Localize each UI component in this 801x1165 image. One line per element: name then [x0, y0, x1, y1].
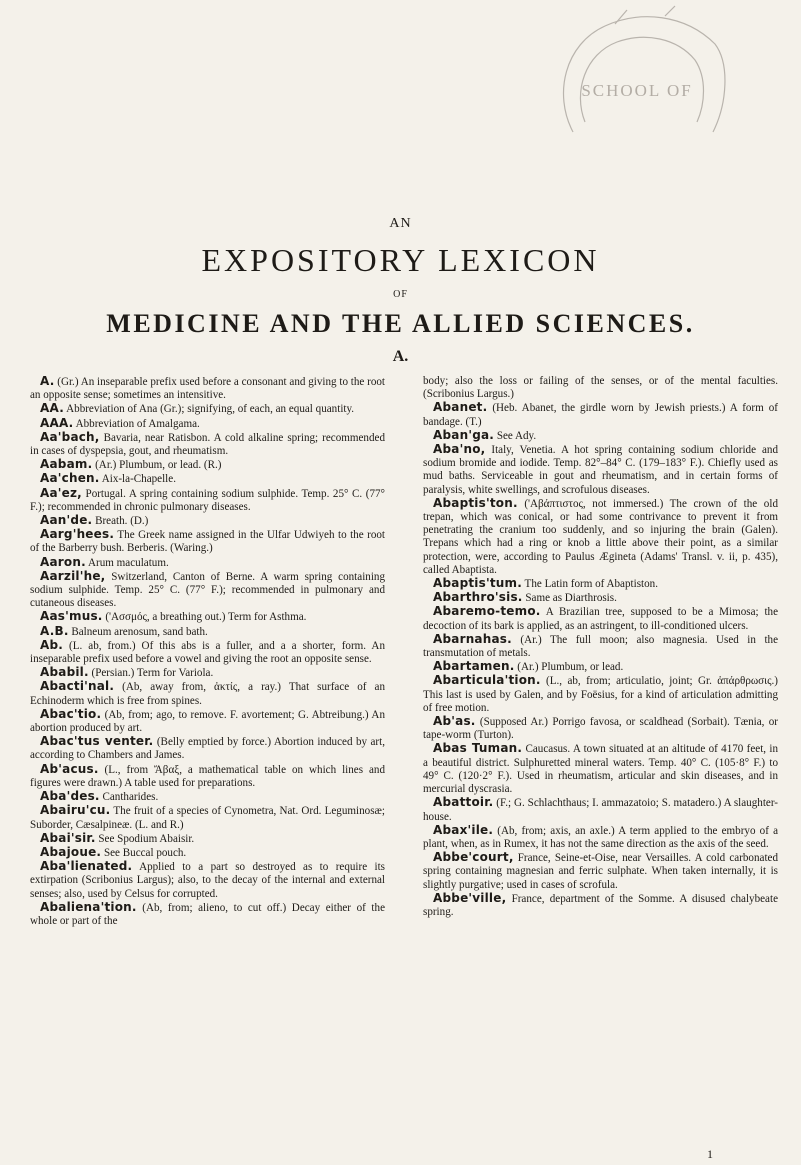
entry-definition: (Ar.) The full moon; also magnesia. Used in the transmutation of metals.: [423, 633, 778, 660]
entry-headword: Abajoue.: [40, 844, 102, 859]
title-block: [0, 216, 801, 339]
page-title: EXPOSITORY LEXICON: [201, 242, 600, 278]
entry-definition: (Belly emptied by force.) Abortion induced by art, according to Chambers and James.: [30, 736, 385, 762]
entry-headword: Abaptis'tum.: [433, 576, 522, 591]
entry-definition: Aix-la-Chapelle.: [99, 473, 176, 486]
title-prefix: AN: [389, 216, 412, 231]
lexicon-entry: [423, 851, 778, 892]
entry-definition: The Latin form of Abaptiston.: [521, 578, 658, 591]
lexicon-body: [30, 375, 782, 1150]
lexicon-entry: [30, 610, 385, 624]
lexicon-entry: [30, 639, 385, 666]
lexicon-entry: [30, 790, 385, 804]
entry-definition: Cantharides.: [99, 791, 159, 804]
entry-headword: Ab'acus.: [40, 761, 99, 776]
entry-definition: (Ar.) Plumbum, or lead.: [514, 661, 624, 674]
entry-headword: Abartamen.: [433, 659, 515, 674]
page-subtitle: MEDICINE AND THE ALLIED SCIENCES.: [106, 309, 695, 338]
entry-definition: Switzerland, Canton of Berne. A warm spring containing sodium sulphide. Temp. 25° C. (77° F.); recommended in pulmonary and cutaneous diseases.: [30, 570, 385, 610]
lexicon-entry: [30, 708, 385, 735]
lexicon-entry: [423, 674, 778, 715]
lexicon-entry: [30, 458, 385, 472]
lexicon-entry: [30, 666, 385, 680]
lexicon-entry: [423, 715, 778, 742]
title-connector: OF: [393, 289, 408, 300]
entry-definition: See Ady.: [494, 429, 537, 442]
entry-definition: body; also the loss or failing of the senses, or of the mental faculties. (Scribonius Largus.): [423, 375, 778, 401]
entry-definition: ('Αβάπτιστος, not immersed.) The crown of the old trepan, which was conical, or had some contrivance to prevent it from penetrating the cranium too suddenly, and so injuring the brain (Galen). Trepans which had a ring or knob a little above their point, as a similar protection, were, according to Paulus Ægineta (Adams' Transl. v. ii, p. 435), called Abaptista.: [423, 497, 778, 576]
entry-headword: Aa'ez,: [40, 485, 82, 500]
entry-headword: Abai'sir.: [40, 830, 96, 845]
entry-headword: Aaron.: [40, 554, 86, 569]
entry-headword: Aas'mus.: [40, 609, 103, 624]
entry-headword: Abaliena'tion.: [40, 899, 137, 914]
library-stamp: [545, 4, 730, 136]
entry-headword: Aabam.: [40, 457, 93, 472]
lexicon-entry: [30, 528, 385, 555]
entry-definition: (L., ab, from; articulatio, joint; Gr. ἀπάρθρωσις.) This last is used by Galen, and by Foësius, for a kind of articulation admitting of free motion.: [423, 675, 778, 714]
lexicon-entry: [30, 901, 385, 928]
entry-definition: (Supposed Ar.) Porrigo favosa, or scaldhead (Sorbait). Tænia, or tape-worm (Turton).: [423, 716, 778, 742]
lexicon-entry: [423, 824, 778, 851]
lexicon-entry: [423, 577, 778, 591]
lexicon-entry: [30, 763, 385, 790]
entry-definition: Abbreviation of Ana (Gr.); signifying, of each, an equal quantity.: [63, 403, 355, 416]
page-number: 1: [707, 1147, 713, 1161]
lexicon-entry: [423, 375, 778, 401]
entry-headword: Ab'as.: [433, 714, 476, 729]
entry-definition: (Heb. Abanet, the girdle worn by Jewish priests.) A form of bandage. (T.): [423, 402, 778, 428]
lexicon-entry: [423, 633, 778, 660]
entry-headword: Abaptis'ton.: [433, 495, 518, 510]
entry-headword: Abattoir.: [433, 795, 494, 810]
entry-headword: Aarg'hees.: [40, 527, 115, 542]
lexicon-entry: [30, 556, 385, 570]
lexicon-entry: [423, 591, 778, 605]
lexicon-entry: [423, 796, 778, 823]
entry-definition: (Ab, from; axis, an axle.) A term applied to the embryo of a plant, when, as in Rumex, it has not the same direction as the axis of the seed.: [423, 824, 778, 850]
entry-definition: See Buccal pouch.: [101, 846, 187, 859]
entry-definition: Italy, Venetia. A hot spring containing sodium chloride and sodium bromide and iodide. Temp. 82°–84° C. (179–183° F.). Chiefly used as mud baths. Serviceable in gout and rheumatism, and in certain forms of paralysis, white swellings, and scrofulous diseases.: [423, 444, 778, 496]
lexicon-entry: [30, 680, 385, 707]
entry-definition: Bavaria, near Ratisbon. A cold alkaline spring; recommended in cases of dyspepsia, gout, and rheumatism.: [30, 431, 385, 458]
entry-definition: Applied to a part so destroyed as to require its extirpation (Scribonius Largus); also, to the decay of the internal and external senses; also, used by Celsus for corrupted.: [30, 861, 385, 900]
entry-definition: (F.; G. Schlachthaus; I. ammazatoio; S. matadero.) A slaughter-house.: [423, 797, 778, 823]
entry-headword: Abarthro'sis.: [433, 590, 523, 605]
lexicon-entry: [30, 417, 385, 431]
entry-headword: Abax'ile.: [433, 822, 494, 837]
lexicon-entry: [30, 514, 385, 528]
entry-definition: (L. ab, from.) Of this abs is a fuller, and a a shorter, form. An inseparable prefix used before a vowel and giving the root an opposite sense.: [30, 639, 385, 666]
entry-headword: Aban'ga.: [433, 427, 495, 442]
entry-headword: Abac'tio.: [40, 706, 102, 721]
entry-headword: Abbe'court,: [433, 850, 514, 865]
entry-headword: Abas Tuman.: [433, 741, 523, 756]
entry-definition: (Gr.) An inseparable prefix used before a consonant and giving to the root an opposite sense; sometimes an intensitive.: [30, 376, 385, 402]
lexicon-entry: [423, 401, 778, 428]
entry-definition: (Ab, from; alieno, to cut off.) Decay either of the whole or part of the: [30, 901, 385, 927]
lexicon-entry: [30, 832, 385, 846]
entry-definition: See Spodium Abaisir.: [95, 832, 195, 845]
entry-headword: Aan'de.: [40, 513, 93, 528]
right-column: [423, 375, 778, 919]
entry-headword: A.: [40, 374, 55, 388]
entry-headword: AA.: [40, 401, 64, 416]
entry-headword: Abbe'ville,: [433, 890, 507, 905]
lexicon-entry: [30, 804, 385, 831]
entry-headword: Aarzil'he,: [40, 568, 106, 583]
lexicon-entry: [423, 497, 778, 577]
entry-definition: The Greek name assigned in the Ulfar Udwiyeh to the root of the Barberry bush. Berberis. (Waring.): [30, 529, 385, 555]
lexicon-entry: [423, 660, 778, 674]
lexicon-entry: [30, 487, 385, 514]
entry-definition: (L., from Ἄβαξ, a mathematical table on which lines and figures were drawn.) A table used for preparations.: [30, 763, 385, 789]
entry-headword: Aa'chen.: [40, 471, 100, 486]
lexicon-entry: [423, 605, 778, 632]
entry-headword: Ab.: [40, 637, 64, 652]
entry-headword: Aa'bach,: [40, 429, 100, 444]
lexicon-entry: [423, 742, 778, 796]
entry-headword: Abairu'cu.: [40, 803, 111, 818]
left-column: [30, 375, 385, 928]
entry-headword: Abarticula'tion.: [433, 673, 541, 688]
entry-definition: Abbreviation of Amalgama.: [73, 417, 200, 430]
lexicon-entry: [30, 860, 385, 901]
entry-definition: (Persian.) Term for Variola.: [88, 667, 214, 680]
section-letter: A.: [392, 348, 409, 365]
entry-definition: Breath. (D.): [92, 515, 149, 528]
lexicon-entry: [30, 625, 385, 639]
lexicon-entry: [30, 735, 385, 762]
entry-headword: A.B.: [40, 623, 69, 638]
entry-definition: (Ab, away from, ἀκτίς, a ray.) That surface of an Echinoderm which is free from spines.: [30, 681, 385, 707]
entry-definition: Same as Diarthrosis.: [522, 592, 617, 605]
entry-headword: Aba'no,: [433, 442, 486, 457]
entry-definition: Balneum arenosum, sand bath.: [68, 625, 208, 638]
entry-definition: Caucasus. A town situated at an altitude of 4170 feet, in a beautiful district. Sulphuretted mineral waters. Temp. 40° C. (105·8° F.) to 49° C. (120·2° F.). Used in rheumatism, articular and skin diseases, and in mercurial dyscrasia.: [423, 743, 778, 796]
lexicon-entry: [30, 846, 385, 860]
entry-headword: Aba'des.: [40, 789, 100, 804]
entry-definition: (Ar.) Plumbum, or lead. (R.): [92, 459, 222, 472]
entry-definition: The fruit of a species of Cynometra, Nat. Ord. Leguminosæ; Suborder, Cæsalpineæ. (L. and R.): [30, 805, 385, 831]
entry-definition: A Brazilian tree, supposed to be a Mimosa; the decoction of its bark is applied, as an astringent, to ill-conditioned ulcers.: [423, 606, 778, 632]
entry-definition: (Ab, from; ago, to remove. F. avortement; G. Abtreibung.) An abortion produced by art.: [30, 708, 385, 735]
stamp-text: SCHOOL OF: [581, 81, 693, 100]
entry-headword: Abarnahas.: [433, 631, 512, 646]
lexicon-entry: [30, 431, 385, 458]
entry-headword: Ababil.: [40, 665, 89, 680]
lexicon-entry: [423, 429, 778, 443]
entry-definition: Arum maculatum.: [85, 556, 169, 569]
entry-definition: Portugal. A spring containing sodium sulphide. Temp. 25° C. (77° F.); recommended in chronic pulmonary diseases.: [30, 487, 385, 513]
lexicon-entry: [423, 443, 778, 497]
entry-definition: France, Seine-et-Oise, near Versailles. A cold carbonated spring containing magnesian and ferric sulphate. When taken internally, it is slightly purgative; used in cases of scrofula.: [423, 852, 778, 891]
entry-headword: Abacti'nal.: [40, 679, 115, 694]
entry-headword: Abaremo-temo.: [433, 604, 541, 619]
lexicon-entry: [30, 402, 385, 416]
entry-headword: Abac'tus venter.: [40, 734, 154, 749]
lexicon-entry: [423, 892, 778, 919]
entry-definition: France, department of the Somme. A disused chalybeate spring.: [423, 892, 778, 918]
entry-headword: Aba'lienated.: [40, 859, 133, 874]
entry-headword: Abanet.: [433, 400, 488, 415]
lexicon-entry: [30, 375, 385, 402]
entry-definition: ('Ασσμός, a breathing out.) Term for Asthma.: [102, 611, 307, 624]
entry-headword: AAA.: [40, 415, 74, 430]
lexicon-entry: [30, 472, 385, 486]
lexicon-entry: [30, 570, 385, 611]
